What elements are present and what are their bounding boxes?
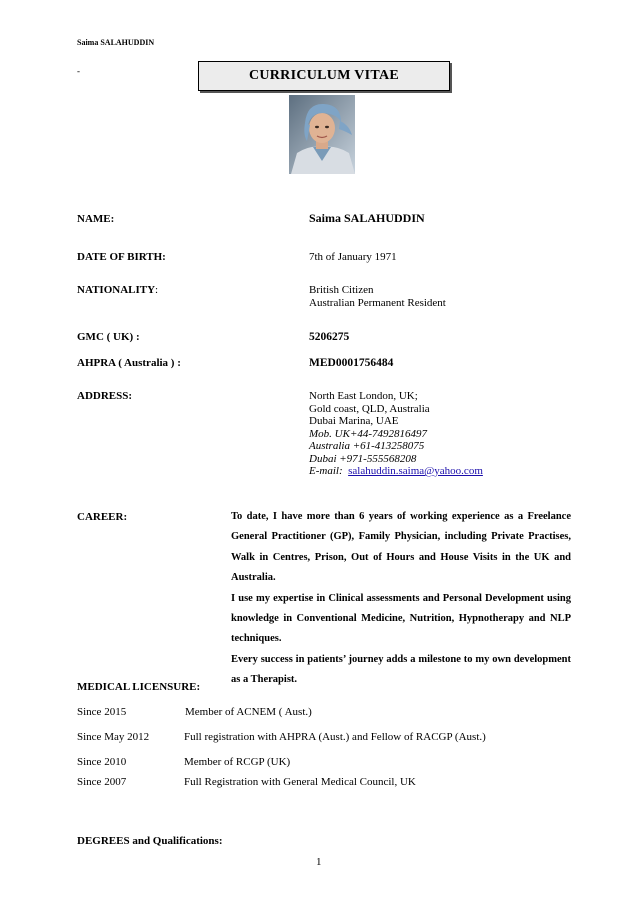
nationality-label xyxy=(77,284,158,296)
nationality-line: British Citizen xyxy=(309,284,374,296)
nationality-label-text: NATIONALITY xyxy=(77,284,156,296)
email-link[interactable]: salahuddin.saima@yahoo.com xyxy=(348,465,483,477)
gmc-label: GMC ( UK) : xyxy=(77,331,140,343)
cv-title-box xyxy=(198,61,450,91)
licensure-date: Since 2010 xyxy=(77,756,127,768)
licensure-text: Member of RCGP (UK) xyxy=(184,756,291,768)
licensure-text: Member of ACNEM ( Aust.) xyxy=(185,706,312,718)
nationality-value xyxy=(309,284,446,309)
email-label: E-mail: xyxy=(309,465,343,477)
licensure-text: Full registration with AHPRA (Aust.) and Fellow of RACGP (Aust.) xyxy=(184,731,486,743)
career-paragraph: I use my expertise in Clinical assessments and Personal Development using knowledge in Conventional Medicine, Nutrition, Hypnotherapy and NLP techniques. xyxy=(231,592,571,645)
career-label: CAREER: xyxy=(77,511,128,523)
ahpra-label: AHPRA ( Australia ) : xyxy=(77,357,181,369)
address-line: Dubai Marina, UAE xyxy=(309,415,399,427)
page-number: 1 xyxy=(316,856,322,868)
licensure-heading: MEDICAL LICENSURE: xyxy=(77,681,201,693)
running-header-name: Saima SALAHUDDIN xyxy=(77,38,155,47)
dob-value: 7th of January 1971 xyxy=(309,251,397,263)
ahpra-value: MED0001756484 xyxy=(309,357,394,369)
address-value xyxy=(309,390,483,478)
degrees-heading: DEGREES and Qualifications: xyxy=(77,835,223,847)
address-line: Gold coast, QLD, Australia xyxy=(309,402,430,415)
nationality-line: Australian Permanent Resident xyxy=(309,296,446,309)
nationality-label-colon: : xyxy=(155,284,159,296)
address-line: North East London, UK; xyxy=(309,390,418,402)
licensure-date: Since May 2012 xyxy=(77,731,150,743)
email-row xyxy=(309,465,483,478)
header-dash: - xyxy=(77,66,80,76)
portrait-photo xyxy=(289,95,355,174)
career-paragraph: To date, I have more than 6 years of working experience as a Freelance General Practitioner (GP), Family Physician, including Private Practises, Walk in Centres, Prison, Out of Hours and House Visits in the UK and Australia. xyxy=(231,511,571,584)
phone-dubai: Dubai +971-555568208 xyxy=(309,452,417,465)
career-text xyxy=(231,507,571,691)
dob-label: DATE OF BIRTH: xyxy=(77,251,166,263)
gmc-value: 5206275 xyxy=(309,331,350,343)
cv-title: CURRICULUM VITAE xyxy=(248,68,400,83)
name-value: Saima SALAHUDDIN xyxy=(309,211,425,225)
name-label: NAME: xyxy=(77,213,115,225)
licensure-date: Since 2007 xyxy=(77,776,127,788)
portrait-photo-icon xyxy=(289,95,355,174)
phone-australia: Australia +61-413258075 xyxy=(309,440,425,452)
licensure-date: Since 2015 xyxy=(77,706,127,718)
career-paragraph: Every success in patients’ journey adds a milestone to my own development as a Therapist. xyxy=(231,653,571,686)
phone-uk: Mob. UK+44-7492816497 xyxy=(309,427,428,440)
licensure-text: Full Registration with General Medical Council, UK xyxy=(184,776,416,788)
address-label: ADDRESS: xyxy=(77,390,133,402)
